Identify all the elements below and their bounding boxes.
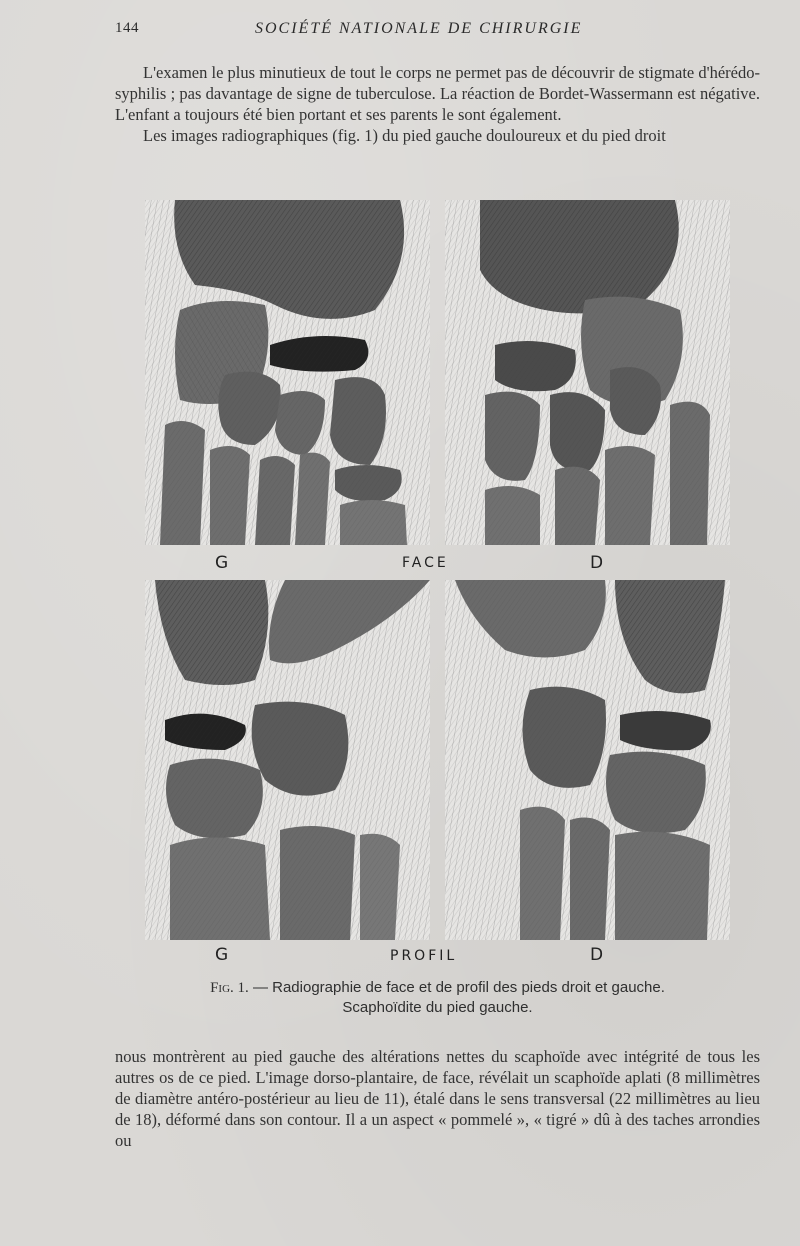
caption-fig-number: Fig. 1. xyxy=(210,980,249,996)
profile-left-letter: G xyxy=(215,945,230,965)
face-right-letter: D xyxy=(590,553,605,573)
foot-profile-right-drawing xyxy=(445,580,730,940)
paragraph: Les images radiographiques (fig. 1) du pied gauche douloureux et du pied droit xyxy=(143,126,666,145)
radiograph-profile-left xyxy=(145,580,430,940)
paragraph: L'examen le plus minutieux de tout le corps ne permet pas de découvrir de stigmate d'hérédo-syphilis ; pas davantage de signe de tuberculose. La réaction de Bordet-Wassermann est négative. L'enfant a toujours été bien portant et ses parents le sont également. xyxy=(115,63,760,124)
radiograph-face-left xyxy=(145,200,430,545)
paragraph: nous montrèrent au pied gauche des altérations nettes du scaphoïde avec intégrité de tous les autres os de ce pied. L'image dorso-plantaire, de face, révélait un scaphoïde aplati (8 millimètres de diamètre antéro-postérieur au lieu de 11), étalé dans le sens transversal (22 millimètres au lieu de 18), déformé dans son contour. Il a un aspect « pommelé », « tigré » dû à des taches arrondies ou xyxy=(115,1047,760,1150)
figure-caption xyxy=(115,978,760,1017)
bottom-text xyxy=(115,1046,760,1151)
radiograph-figure xyxy=(140,195,735,965)
foot-face-right-drawing xyxy=(445,200,730,545)
caption-line-1 xyxy=(115,978,760,998)
top-text xyxy=(115,62,760,146)
caption-text-1: — Radiographie de face et de profil des pieds droit et gauche. xyxy=(248,979,665,996)
profile-right-letter: D xyxy=(590,945,605,965)
page-header xyxy=(115,18,760,42)
foot-face-left-drawing xyxy=(145,200,430,545)
foot-profile-left-drawing xyxy=(145,580,430,940)
running-title: SOCIÉTÉ NATIONALE DE CHIRURGIE xyxy=(255,20,583,37)
face-label: FACE xyxy=(402,555,449,571)
page-number: 144 xyxy=(115,20,139,36)
radiograph-face-right xyxy=(445,200,730,545)
face-left-letter: G xyxy=(215,553,230,573)
radiograph-profile-right xyxy=(445,580,730,940)
caption-line-2: Scaphoïdite du pied gauche. xyxy=(342,999,533,1016)
profile-label: PROFIL xyxy=(390,948,458,964)
